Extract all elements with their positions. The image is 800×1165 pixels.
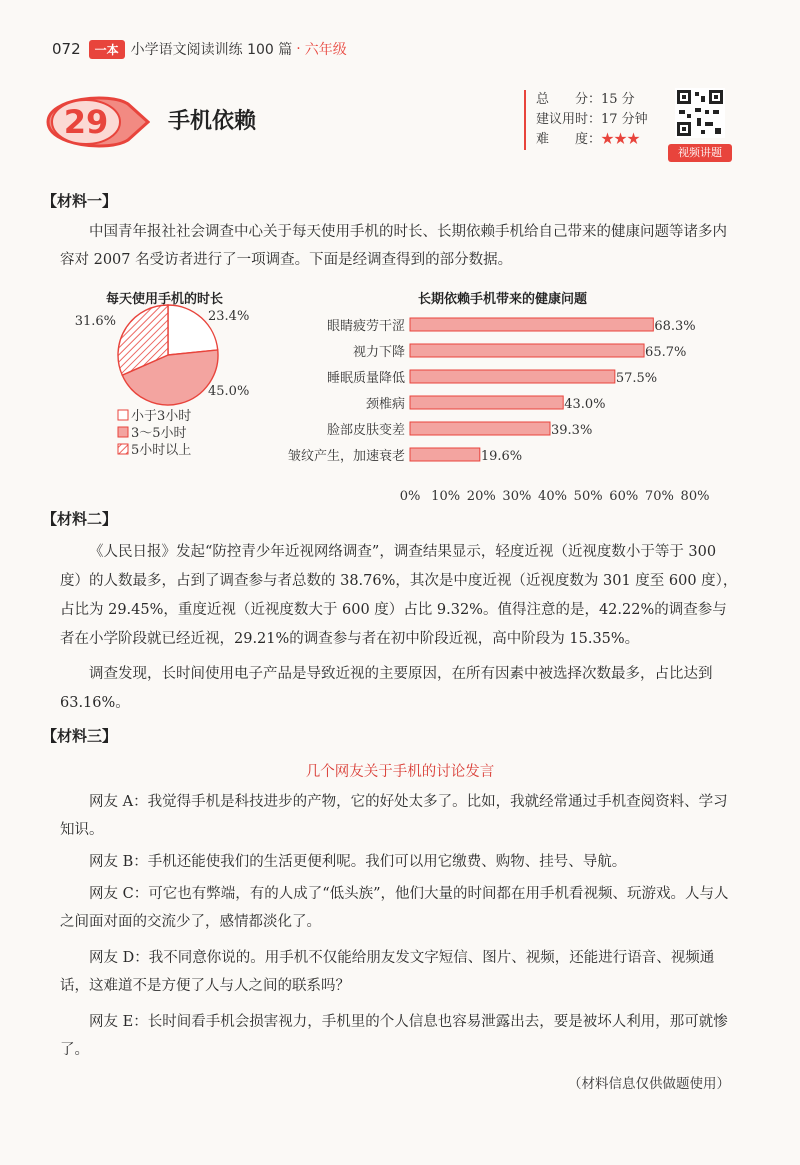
bar-chart [250,306,730,500]
post-e: 网友 E：长时间看手机会损害视力，手机里的个人信息也容易泄露出去，要是被坏人利用，那可就惨了。 [60,1014,728,1058]
bar-category-6: 皱纹产生，加速衰老 [287,449,405,464]
x-tick-1: 10% [431,489,461,500]
material3-heading: 【材料三】 [42,727,118,745]
post-d: 网友 D：我不同意你说的。用手机不仅能给朋友发文字短信、图片、视频，还能进行语音、视频通话，这难道不是方便了人与人之间的联系吗？ [60,950,715,994]
suggested-time: 建议用时：17 分钟 [536,112,648,127]
grade-label: 六年级 [304,42,347,58]
separator: · [296,41,301,57]
x-tick-4: 40% [538,489,567,500]
bar-2 [410,344,644,357]
x-tick-5: 50% [573,489,603,500]
book-series: 小学语文阅读训练 100 篇 [130,42,293,58]
material1-heading: 【材料一】 [42,192,118,210]
bar-category-1: 眼睛疲劳干涩 [326,319,405,334]
material1-text: 中国青年报社社会调查中心关于每天使用手机的时长、长期依赖手机给自己带来的健康问题等诸多内容对 2007 名受访者进行了一项调查。下面是经调查得到的部分数据。 [60,224,727,268]
bar-value-label-5: 39.3% [551,423,593,438]
bar-category-4: 颈椎病 [365,397,405,412]
material2-paragraph-1: 《人民日报》发起“防控青少年近视网络调查”，调查结果显示，轻度近视（近视度数小于等于 300 度）的人数最多，占到了调查参与者总数的 38.76%，其次是中度近视（近视度数为 301 度至 600 度），占比为 29.45%，重度近视（近视度数大于 600 度）占比 9.32%。值得注意的是，42.22%的调查参与者在小学阶段就已经近视，29.21%的调查参与者在初中阶段近视，高中阶段为 15.35%。 [60,544,738,647]
lesson-number-badge [40,90,150,154]
bar-1 [410,318,653,331]
bar-value-label-1: 68.3% [654,319,696,334]
lesson-number: 29 [63,103,109,141]
video-lesson-button[interactable]: 视频讲题 [668,144,732,162]
brand-logo: 一本 [89,40,125,59]
footnote: （材料信息仅供做题使用） [568,1076,730,1092]
bar-category-3: 睡眠质量降低 [326,371,405,386]
page-number: 072 [52,40,81,58]
x-tick-8: 80% [680,489,710,500]
difficulty-label: 难 度： [536,132,602,147]
x-tick-3: 30% [502,489,532,500]
total-score: 总 分：15 分 [536,92,635,107]
page-header [52,38,347,60]
post-c: 网友 C：可它也有弊端，有的人成了“低头族”，他们大量的时间都在用手机看视频、玩游戏。人与人之间面对面的交流少了，感情都淡化了。 [60,886,729,930]
legend-label-2: 3～5小时 [131,426,187,441]
pie-label-3: 31.6% [74,314,116,329]
lesson-meta [524,90,666,150]
difficulty [536,130,666,150]
post-a: 网友 A：我觉得手机是科技进步的产物，它的好处太多了。比如，我就经常通过手机查阅资料、学习知识。 [60,794,728,838]
bar-3 [410,370,615,383]
lesson-title: 手机依赖 [168,109,257,134]
bar-category-2: 视力下降 [352,345,405,360]
bar-value-label-2: 65.7% [645,345,687,360]
bar-value-label-4: 43.0% [564,397,606,412]
x-tick-2: 20% [466,489,496,500]
legend-label-3: 5小时以上 [131,443,192,458]
post-b: 网友 B：手机还能使我们的生活更便利呢。我们可以用它缴费、购物、挂号、导航。 [89,854,627,870]
bar-category-5: 脸部皮肤变差 [326,423,405,438]
legend-label-1: 小于3小时 [131,409,192,424]
bar-value-label-3: 57.5% [615,371,658,386]
difficulty-stars: ★★★ [601,132,641,147]
discussion-title: 几个网友关于手机的讨论发言 [305,764,495,780]
pie-label-2: 45.0% [208,384,250,399]
x-tick-0: 0% [399,489,421,500]
legend-swatch-1 [118,410,128,420]
bar-6 [410,448,480,461]
legend-swatch-2 [118,427,128,437]
x-tick-7: 70% [644,489,674,500]
x-tick-6: 60% [609,489,639,500]
pie-label-1: 23.4% [208,309,250,324]
legend-swatch-3 [118,444,128,454]
qr-code-icon[interactable] [675,88,725,138]
bar-chart-title: 长期依赖手机带来的健康问题 [418,292,588,307]
bar-4 [410,396,563,409]
pie-chart-title: 每天使用手机的时长 [106,292,224,307]
bar-5 [410,422,550,435]
bar-value-label-6: 19.6% [480,449,523,464]
material2-heading: 【材料二】 [42,510,118,528]
material2-paragraph-2: 调查发现，长时间使用电子产品是导致近视的主要原因，在所有因素中被选择次数最多，占比达到 63.16%。 [60,666,713,711]
